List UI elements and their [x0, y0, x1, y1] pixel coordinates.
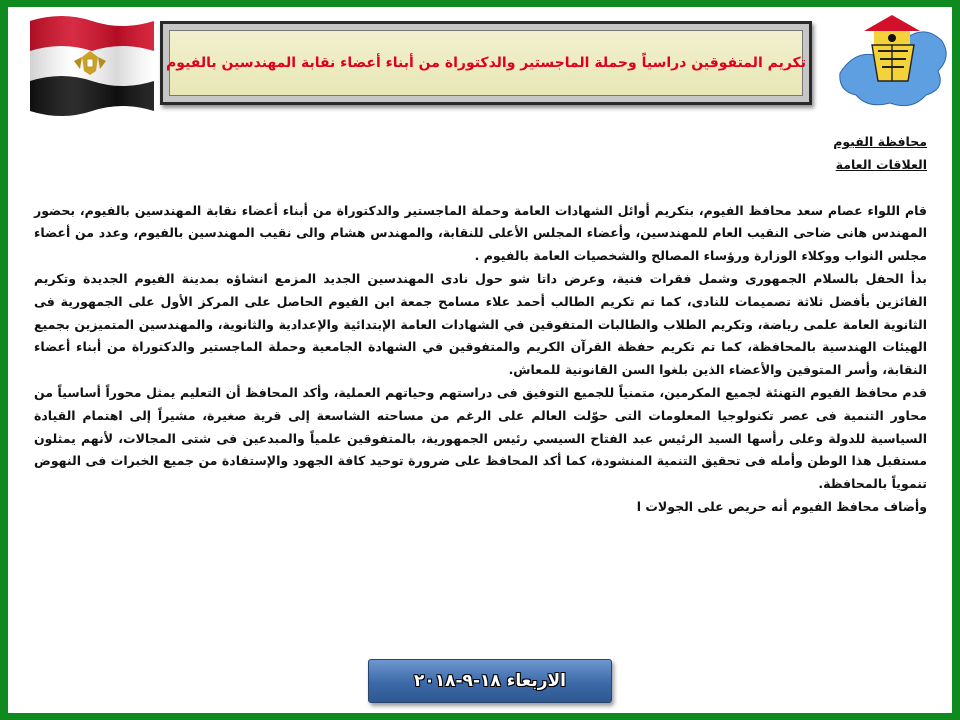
- paragraph-4: وأضاف محافظ الفيوم أنه حريص على الجولات ا: [636, 498, 927, 514]
- title-banner: [160, 21, 812, 105]
- paragraph-3: قدم محافظ الفيوم التهنئة لجميع المكرمين، متمنياً للجميع التوفيق فى دراستهم وحياتهم العملية، وأكد المحافظ أن التعليم يمثل محوراً أساسياً من محاور التنمية فى عصر تكنولوجيا المعلومات التى حوّلت العالم على الرغم من مساحته الشاسعة إلى قرية صغيرة، مشيراً إلى اهتمام القيادة السياسية للدولة وعلى رأسها السيد الرئيس عبد الفتاح السيسي رئيس الجمهورية، بالمتفوقين علمياً والمبدعين فى شتى المجالات، لأنهم يمثلون مستقبل هذا الوطن وأمله فى تحقيق التنمية المنشودة، كما أكد المحافظ على ضرورة توحيد كافة الجهود والإستفادة من جميع الخبرات فى النهوض تنموياً بالمحافظة.: [34, 384, 927, 492]
- egypt-flag-icon: [22, 11, 162, 119]
- department-heading: العلاقات العامة: [835, 156, 927, 172]
- page: [8, 7, 952, 713]
- date-badge: [368, 659, 612, 703]
- article-body: [34, 131, 927, 519]
- paragraph-1: قام اللواء عصام سعد محافظ الفيوم، بتكريم أوائل الشهادات العامة وحملة الماجستير والدكتوراة من أبناء أعضاء نقابة المهندسين بالفيوم، بحضور المهندس هانى ضاحى النقيب العام للمهندسين، وأعضاء المجلس الأعلى للنقابة، والمهندس هشام والى نقيب المهندسين بالفيوم، وعدد من أعضاء مجلس النواب ووكلاء الوزارة ورؤساء المصالح والشخصيات العامة بالفيوم .: [34, 202, 927, 264]
- title-banner-inner: [166, 30, 806, 96]
- governorate-heading: محافظة الفيوم: [833, 134, 927, 149]
- engineers-syndicate-logo-icon: [834, 11, 952, 115]
- paragraph-2: بدأ الحفل بالسلام الجمهورى وشمل فقرات فنية، وعرض داتا شو حول نادى المهندسين الجديد المزمع انشاؤه بمدينة الفيوم الجديدة وتكريم الفائزين بأفضل ثلاثة تصميمات للنادى، كما تم تكريم الطالب أحمد علاء مسامح جمعة ابن الفيوم الحاصل على المركز الأول على الجمهورية فى الثانوية العامة علمى رياضة، وتكريم الطلاب والطالبات المتفوقين في الشهادات العامة الإبتدائية والإعدادية والثانوية، والمهندسين المتميزين بجميع الهيئات الهندسية بالمحافظة، كما تم تكريم حفظة القرآن الكريم والمتفوقين في الشهادة الجامعية وحملة الماجستير والدكتوراة من أبناء أعضاء النقابة، وأسر المتوفين والأعضاء الذين بلغوا السن القانونية للمعاش.: [34, 270, 927, 378]
- date-label: الاربعاء ١٨-٩-٢٠١٨: [413, 671, 567, 691]
- page-title: تكريم المتفوقين دراسياً وحملة الماجستير والدكتوراة من أبناء أعضاء نقابة المهندسين بالفيوم: [166, 55, 806, 71]
